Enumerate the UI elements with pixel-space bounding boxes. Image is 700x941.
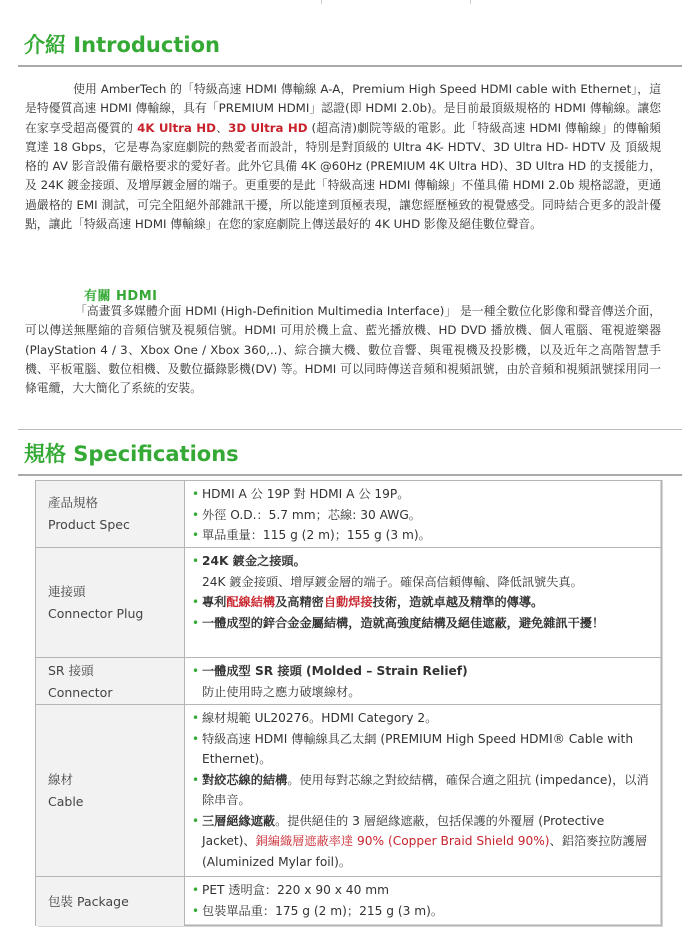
- spec-row-sr-connector: [36, 657, 661, 705]
- spec-top-rule: [18, 429, 682, 430]
- label-en: Connector Plug: [48, 606, 144, 621]
- list-item: • 單品重量：115 g (2 m)；155 g (3 m)。: [192, 525, 655, 546]
- label-zh: 連接頭: [48, 584, 86, 599]
- bullet-dot-icon: •: [192, 595, 200, 609]
- bullet-dot-icon: •: [192, 487, 200, 501]
- label-en: Connector: [48, 684, 113, 700]
- list-item-continuation: 防止使用時之應力破壞線材。: [202, 684, 361, 699]
- spec-divider: [18, 474, 682, 476]
- bullet-dot-icon: •: [192, 731, 200, 746]
- spec-row-cable: [36, 704, 661, 877]
- bullet-dot-icon: •: [192, 711, 200, 725]
- spec-body-sr-connector: [186, 658, 661, 705]
- label-zh: SR 接頭: [48, 662, 94, 678]
- spec-row-package: [36, 876, 661, 926]
- spec-row-connector-plug: [36, 547, 661, 658]
- spec-body-cable: [186, 705, 661, 877]
- list-item: • 對絞芯線的結構。使用每對芯線之對絞結構，確保合適之阻抗 (impedance)，以消除串音。: [192, 770, 655, 811]
- spec-body-package: [186, 877, 661, 926]
- spec-label-cable: [36, 705, 185, 877]
- spec-title: 規格 Specifications: [24, 442, 239, 466]
- intro-title: 介紹 Introduction: [24, 33, 220, 57]
- bullet-dot-icon: •: [192, 903, 200, 918]
- spec-label-connector-plug: [36, 548, 185, 658]
- list-item: • 專利配線結構及高精密自動焊接技術，造就卓越及精準的傳導。: [192, 592, 655, 613]
- about-hdmi-paragraph: [25, 302, 661, 398]
- list-item: • PET 透明盒：220 x 90 x 40 mm: [192, 880, 655, 901]
- spec-body-product: [186, 481, 661, 547]
- label-zh: 線材: [48, 772, 74, 787]
- spec-label-package: [36, 877, 185, 926]
- about-hdmi-title: 有關 HDMI: [84, 289, 158, 304]
- label-zh: 包裝 Package: [48, 893, 129, 909]
- bullet-dot-icon: •: [192, 772, 200, 787]
- bullet-dot-icon: •: [192, 554, 200, 568]
- list-item: • 外徑 O.D.：5.7 mm；芯線: 30 AWG。: [192, 505, 655, 526]
- spec-table: [35, 480, 662, 926]
- bullet-dot-icon: •: [192, 664, 200, 678]
- list-item: • 一體成型的鋅合金金屬結構，造就高強度結構及絕佳遮蔽，避免雜訊干擾！: [192, 613, 655, 634]
- intro-highlight-3d: 3D Ultra HD: [228, 120, 308, 135]
- list-item: • 一體成型 SR 接頭 (Molded – Strain Relief): [192, 661, 655, 682]
- spec-label-product: [36, 481, 185, 547]
- intro-header: [18, 31, 682, 59]
- list-item: • 三層絕緣遮蔽。提供絕佳的 3 層絕緣遮蔽，包括保護的外覆層 (Protective Jacket)、銅編織層遮蔽率達 90% (Copper Braid Shield 90%)、鋁箔麥拉防護層(Aluminized Mylar foil)。: [192, 811, 655, 873]
- list-item: • HDMI A 公 19P 對 HDMI A 公 19P。: [192, 484, 655, 505]
- list-item-continuation: 24K 鍍金接頭、增厚鍍金層的端子。確保高信頼傳輸、降低訊號失真。: [202, 574, 583, 589]
- intro-text-b: (超高清)劇院等級的電影。此「特級高速 HDMI 傳輸線」的傳輸頻寬達 18 Gbps，它是專為家庭劇院的熱愛者而設計，特別是對頂級的 Ultra 4K- HDTV、3D Ultra HD- HDTV 及 頂級規格的 AV 影音設備有嚴格要求的愛好者。此外它具備 4K @60Hz (PREMIUM 4K Ultra HD)、3D Ultra HD 的支援能力，及 24K 鍍金接頭、及增厚鍍金層的端子。更重要的是此「特級高速 HDMI 傳輸線」不僅具備 HDMI 2.0b 規格認證，更通過嚴格的 EMI 測試，可完全阻絕外部雜訊干擾，所以能達到頂極表現，讓您經歷極致的視覺感受。同時結合更多的設計優點，讓此「特級高速 HDMI 傳輸線」在您的家庭劇院上傳送最好的 4K UHD 影像及絕佳數位聲音。: [25, 120, 661, 232]
- spec-header: [18, 440, 682, 468]
- about-hdmi-text: 「高畫質多媒體介面 HDMI (High-Definition Multimedia Interface)」 是一種全數位化影像和聲音傳送介面，可以傳送無壓縮的音頻信號及視頻信號。HDMI 可用於機上盒、藍光播放機、HD DVD 播放機、個人電腦、電視遊樂器 (PlayStation 4 / 3、Xbox One / Xbox 360,..)、綜合擴大機、數位音響、與電視機及投影機，以及近年之高階智慧手機、平板電腦、數位相機、及數位攝錄影機(DV) 等。HDMI 可以同時傳送音頻和視頻訊號，由於音頻和視頻訊號採用同一條電纜，大大簡化了系統的安裝。: [25, 304, 661, 396]
- bullet-dot-icon: •: [192, 615, 200, 630]
- spec-body-connector-plug: [186, 548, 661, 658]
- bullet-dot-icon: •: [192, 813, 200, 828]
- spec-label-sr-connector: [36, 658, 185, 705]
- spec-row-product: [36, 481, 661, 547]
- intro-sep: 、: [215, 120, 229, 135]
- bullet-dot-icon: •: [192, 528, 200, 542]
- list-item: • 包裝單品重：175 g (2 m)；215 g (3 m)。: [192, 901, 655, 922]
- list-item: • 線材規範 UL20276。HDMI Category 2。: [192, 708, 655, 729]
- top-divider-ticks: [0, 0, 700, 4]
- label-en: Product Spec: [48, 517, 130, 532]
- bullet-dot-icon: •: [192, 507, 200, 522]
- list-item: • 24K 鍍金之接頭。: [192, 551, 655, 572]
- label-zh: 產品規格: [48, 495, 99, 510]
- intro-divider: [18, 65, 682, 67]
- intro-paragraph: [25, 80, 661, 234]
- intro-highlight-4k: 4K Ultra HD: [137, 120, 216, 135]
- bullet-dot-icon: •: [192, 883, 200, 897]
- list-item: • 特級高速 HDMI 傳輸線具乙太網 (PREMIUM High Speed HDMI® Cable with Ethernet)。: [192, 729, 655, 770]
- label-en: Cable: [48, 794, 84, 809]
- intro-text-a: 使用 AmberTech 的「特級高速 HDMI 傳輸線 A-A，Premium High Speed HDMI cable with Ethernet」，這是特優質高速 HDMI 傳輸線，具有「PREMIUM HDMI」認證(即 HDMI 2.0b)。是目前最頂級規格的 HDMI 傳輸線。讓您在家享受超高優質的: [25, 82, 661, 135]
